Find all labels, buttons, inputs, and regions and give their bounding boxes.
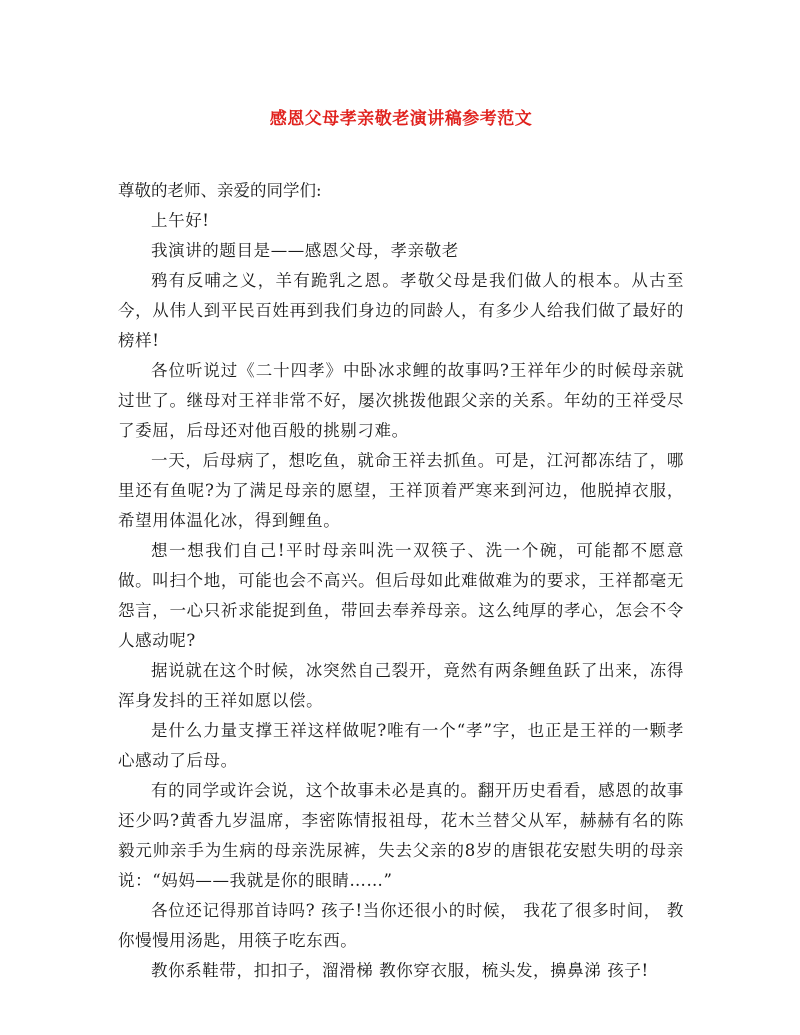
paragraph: 鸦有反哺之义，羊有跪乳之恩。孝敬父母是我们做人的根本。从古至今，从伟人到平民百姓再到我们身边的同龄人，有多少人给我们做了最好的榜样! (118, 271, 684, 350)
paragraph: 一天，后母病了，想吃鱼，就命王祥去抓鱼。可是，江河都冻结了，哪里还有鱼呢?为了满足母亲的愿望，王祥顶着严寒来到河边，他脱掉衣服，希望用体温化冰，得到鲤鱼。 (118, 451, 684, 530)
paragraph-greeting: 上午好! (151, 211, 210, 230)
salutation: 尊敬的老师、亲爱的同学们: (118, 181, 322, 200)
paragraph-topic: 我演讲的题目是——感恩父母，孝亲敬老 (151, 241, 459, 260)
paragraph: 各位还记得那首诗吗? 孩子!当你还很小的时候， 我花了很多时间， 教你慢慢用汤匙，用筷子吃东西。 (118, 901, 684, 950)
paragraph: 各位听说过《二十四孝》中卧冰求鲤的故事吗?王祥年少的时候母亲就过世了。继母对王祥非常不好，屡次挑拨他跟父亲的关系。年幼的王祥受尽了委屈，后母还对他百般的挑剔刁难。 (118, 361, 684, 440)
paragraph: 教你系鞋带，扣扣子，溜滑梯 教你穿衣服，梳头发，擤鼻涕 孩子! (151, 961, 649, 980)
paragraph: 有的同学或许会说，这个故事未必是真的。翻开历史看看，感恩的故事还少吗?黄香九岁温席，李密陈情报祖母，花木兰替父从军，赫赫有名的陈毅元帅亲手为生病的母亲洗尿裤，失去父亲的8岁的唐银花安慰失明的母亲说：“妈妈——我就是你的眼睛……” (118, 781, 684, 890)
document-title: 感恩父母孝亲敬老演讲稿参考范文 (269, 109, 533, 129)
paragraph: 想一想我们自己!平时母亲叫洗一双筷子、洗一个碗，可能都不愿意做。叫扫个地，可能也会不高兴。但后母如此难做难为的要求，王祥都毫无怨言，一心只祈求能捉到鱼，带回去奉养母亲。这么纯厚的孝心，怎会不令人感动呢? (118, 541, 684, 650)
paragraph: 据说就在这个时候，冰突然自己裂开，竟然有两条鲤鱼跃了出来，冻得浑身发抖的王祥如愿以偿。 (118, 661, 684, 710)
paragraph: 是什么力量支撑王祥这样做呢?唯有一个“孝”字，也正是王祥的一颗孝心感动了后母。 (118, 721, 684, 770)
document-page (118, 108, 684, 986)
